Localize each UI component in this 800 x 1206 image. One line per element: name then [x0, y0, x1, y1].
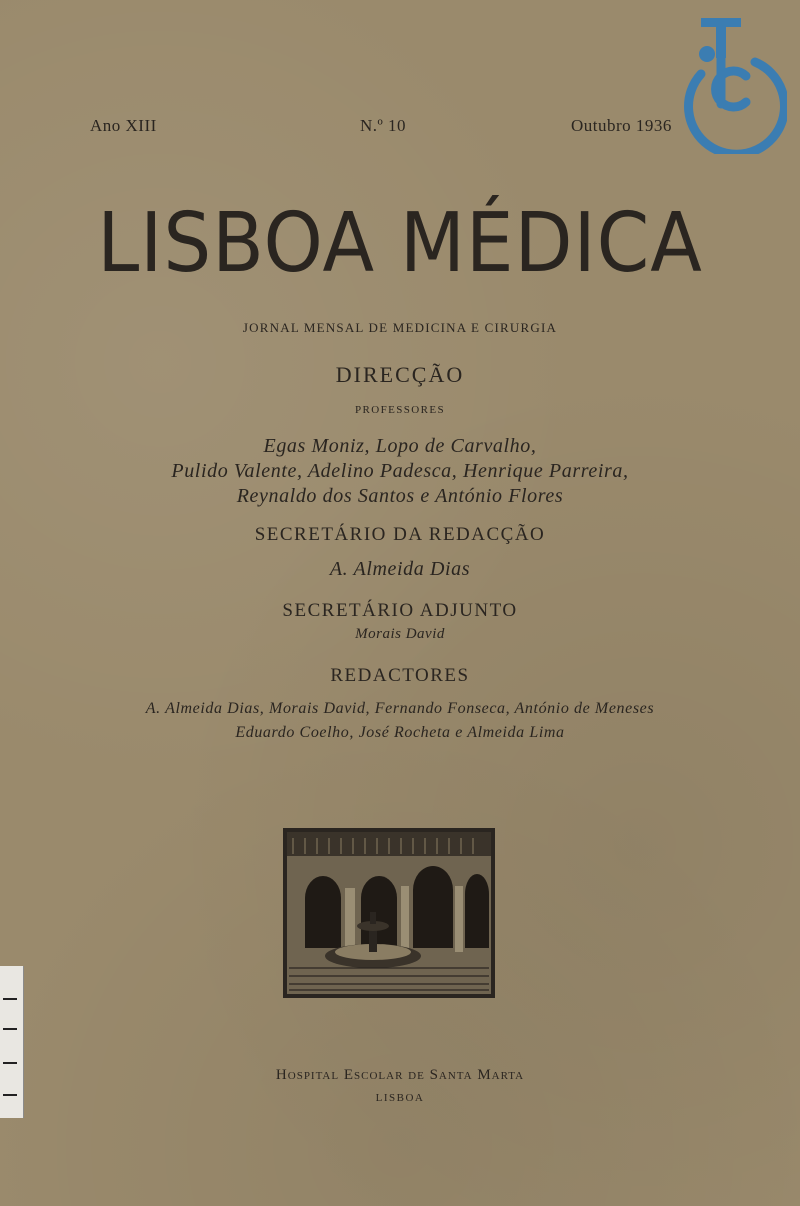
cloister-engraving: [283, 828, 495, 998]
secretary-heading: SECRETÁRIO DA REDACÇÃO: [254, 524, 546, 545]
direction-heading: DIRECÇÃO: [335, 362, 465, 387]
issue-year: Ano XIII: [90, 116, 157, 135]
editor-names-line-2: Eduardo Coelho, José Rocheta e Almeida Lima: [235, 724, 565, 741]
secretary-name: A. Almeida Dias: [329, 558, 471, 580]
library-stamp-icon: [663, 14, 787, 154]
issue-date: Outubro 1936: [571, 116, 672, 135]
assistant-heading: SECRETÁRIO ADJUNTO: [282, 600, 518, 621]
journal-subtitle: JORNAL MENSAL DE MEDICINA E CIRURGIA: [242, 320, 558, 335]
assistant-name: Morais David: [355, 626, 445, 642]
hospital-name: Hospital Escolar de Santa Marta: [275, 1067, 525, 1083]
journal-title: LISBOA MÉDICA: [97, 196, 703, 291]
professor-names-line-2: Pulido Valente, Adelino Padesca, Henrique Parreira,: [171, 460, 629, 482]
issue-number: N.º 10: [360, 116, 407, 135]
editors-heading: REDACTORES: [330, 665, 470, 686]
professor-names-line-3: Reynaldo dos Santos e António Flores: [236, 485, 564, 507]
professor-names-line-1: Egas Moniz, Lopo de Carvalho,: [263, 435, 537, 457]
archive-tab: [0, 966, 24, 1118]
editor-names-line-1: A. Almeida Dias, Morais David, Fernando Fonseca, António de Meneses: [145, 700, 655, 717]
city-name: LISBOA: [375, 1092, 425, 1104]
professors-label: PROFESSORES: [355, 404, 445, 416]
